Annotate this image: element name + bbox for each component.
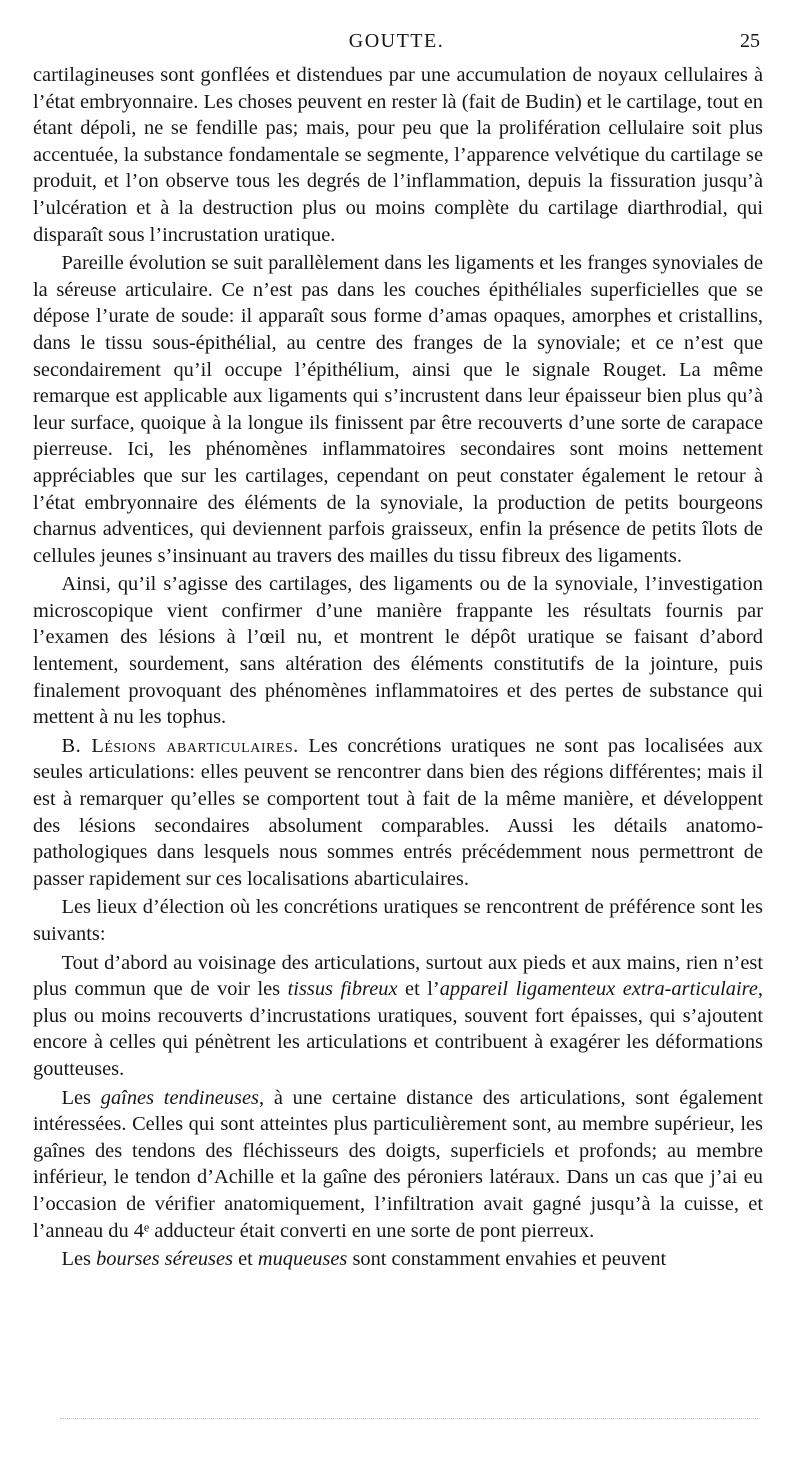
text-run: et l’ (397, 978, 440, 1001)
paragraph-ligaments-synoviale: Pareille évolution se suit parallèlement dans les ligaments et les franges synoviales de la séreuse articulaire. Ce n’est pas dans les couches épithéliales superficielles que se dépose l’urate de soude: il apparaît sous forme d’amas opaques, amorphes et cristallins, dans le tissu sous-épithélial, au centre des franges de la synoviale; et ce n’est que secondairement qu’il occupe l’épithélium, ainsi que le signale Rouget. La même remarque est applicable aux ligaments qui s’incrustent dans leur épaisseur bien plus qu’à leur surface, quoique à la longue ils finissent par être recouverts d’une sorte de carapace pierreuse. Ici, les phénomènes inflammatoires secondaires sont moins nettement appréciables que sur les cartilages, cependant on peut constater également le retour à l’état embryonnaire des éléments de la synoviale, la production de petits bourgeons charnus adventices, qui deviennent parfois graisseux, enfin la présence de petits îlots de cellules jeunes s’insinuant au travers des mailles du tissu fibreux des ligaments. (33, 252, 763, 567)
paragraph-gaines-tendineuses (33, 1085, 763, 1245)
italic-term: gaînes tendineuses (100, 1086, 259, 1109)
page-number: 25 (740, 30, 760, 52)
running-head (33, 30, 760, 56)
paragraph-lesions-abarticulaires (33, 733, 763, 893)
italic-term: tissus fibreux (287, 978, 398, 1001)
text-run: Les (61, 1248, 97, 1271)
text-run: , plus ou moins recouverts d’incrustations uratiques, souvent fort épaisses, qui s’ajoutent encore à celles qui pénètrent les articulations et contribuent à exagérer les déformations goutteuses. (33, 978, 764, 1080)
text-run: Les (61, 1086, 101, 1109)
section-heading: B. Lésions abarticulaires. (61, 734, 299, 757)
paragraph-investigation-microscopique: Ainsi, qu’il s’agisse des cartilages, des ligaments ou de la synoviale, l’investigation microscopique vient confirmer d’une manière frappante les résultats fournis par l’examen des lésions à l’œil nu, et montrent le dépôt uratique se faisant d’abord lentement, sourdement, sans altération des éléments constitutifs de la jointure, puis finalement provoquant des phénomènes inflammatoires et des pertes de substance qui mettent à nu les tophus. (33, 573, 763, 729)
bleed-through-noise (60, 1418, 760, 1419)
body-text (33, 62, 763, 1273)
paragraph-text: Les concrétions uratiques ne sont pas localisées aux seules articulations: elles peuvent se rencontrer dans bien des régions différentes; mais il est à remarquer qu’elles se comportent tout à fait de la même manière, et développent des lésions secondaires absolument comparables. Aussi les détails anatomo-pathologiques dans lesquels nous sommes entrés précédemment nous permettront de passer rapidement sur ces localisations abarticulaires. (33, 734, 764, 890)
running-title: GOUTTE. (348, 30, 445, 52)
text-run: , à une certaine distance des articulations, sont également intéressées. Celles qui sont atteintes plus particulièrement sont, au membre supérieur, les gaînes des tendons des fléchisseurs des doigts, superficiels et profonds; au membre inférieur, le tendon d’Achille et la gaîne des péroniers latéraux. Dans un cas que j’ai eu l’occasion de vérifier anatomiquement, l’infiltration avait gagné jusqu’à la cuisse, et l’anneau du 4ᵉ adducteur était converti en une sorte de pont pierreux. (33, 1086, 764, 1242)
text-run: sont constamment envahies et peuvent (347, 1248, 667, 1271)
italic-term: muqueuses (257, 1248, 348, 1271)
text-run: et (232, 1248, 258, 1271)
paragraph-tissus-fibreux (33, 950, 763, 1083)
text-run: Tout d’abord au voisinage des articulations, surtout aux pieds et aux mains, rien n’est plus commun que de voir les (33, 951, 763, 1001)
italic-term: appareil ligamenteux extra-articulaire (439, 978, 758, 1001)
paragraph-cartilage: cartilagineuses sont gonflées et distendues par une accumulation de noyaux cellulaires à l’état embryonnaire. Les choses peuvent en rester là (fait de Budin) et le cartilage, tout en étant dépoli, ne se fendille pas; mais, pour peu que la prolifération cellulaire soit plus accentuée, la substance fondamentale se segmente, l’apparence velvétique du cartilage se produit, et l’on observe tous les degrés de l’inflammation, depuis la fissuration jusqu’à l’ulcération et à la destruction plus ou moins complète du cartilage diarthrodial, qui disparaît sous l’incrustation uratique. (33, 64, 763, 246)
italic-term: bourses séreuses (96, 1248, 233, 1271)
paragraph-lieux-election: Les lieux d’élection où les concrétions uratiques se rencontrent de préférence sont les suivants: (33, 896, 763, 945)
paragraph-bourses (33, 1246, 763, 1273)
